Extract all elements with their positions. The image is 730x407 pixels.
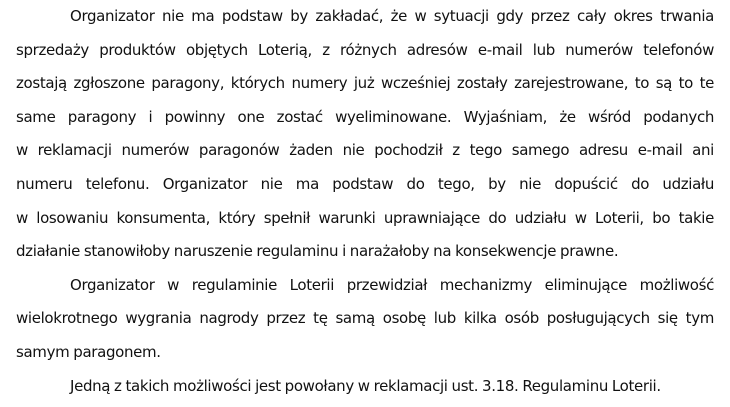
paragraph-2 <box>16 269 714 370</box>
text-line: samym paragonem. <box>16 342 161 361</box>
text-line: Organizator w regulaminie Loterii przewidział mechanizmy eliminujące możliwość <box>70 275 714 294</box>
text-line: wielokrotnego wygrania nagrody przez tę samą osobę lub kilka osób posługujących się tym <box>16 309 714 328</box>
text-line: działanie stanowiłoby naruszenie regulaminu i narażałoby na konsekwencje prawne. <box>16 242 619 261</box>
document-body <box>16 0 714 403</box>
paragraph-1 <box>16 0 714 269</box>
text-line: w reklamacji numerów paragonów żaden nie pochodził z tego samego adresu e-mail ani <box>16 141 714 160</box>
text-line: same paragony i powinny one zostać wyeliminowane. Wyjaśniam, że wśród podanych <box>16 107 714 126</box>
paragraph-3 <box>16 370 714 404</box>
text-line: Jedną z takich możliwości jest powołany w reklamacji ust. 3.18. Regulaminu Loterii. <box>70 376 661 395</box>
text-line: sprzedaży produktów objętych Loterią, z różnych adresów e-mail lub numerów telefonów <box>16 40 714 59</box>
text-line: numeru telefonu. Organizator nie ma podstaw do tego, by nie dopuścić do udziału <box>16 174 714 193</box>
text-line: Organizator nie ma podstaw by zakładać, że w sytuacji gdy przez cały okres trwania <box>70 7 714 25</box>
text-line: w losowaniu konsumenta, który spełnił warunki uprawniające do udziału w Loterii, bo takie <box>16 208 714 227</box>
text-line: zostają zgłoszone paragony, których numery już wcześniej zostały zarejestrowane, to są to te <box>16 74 714 93</box>
